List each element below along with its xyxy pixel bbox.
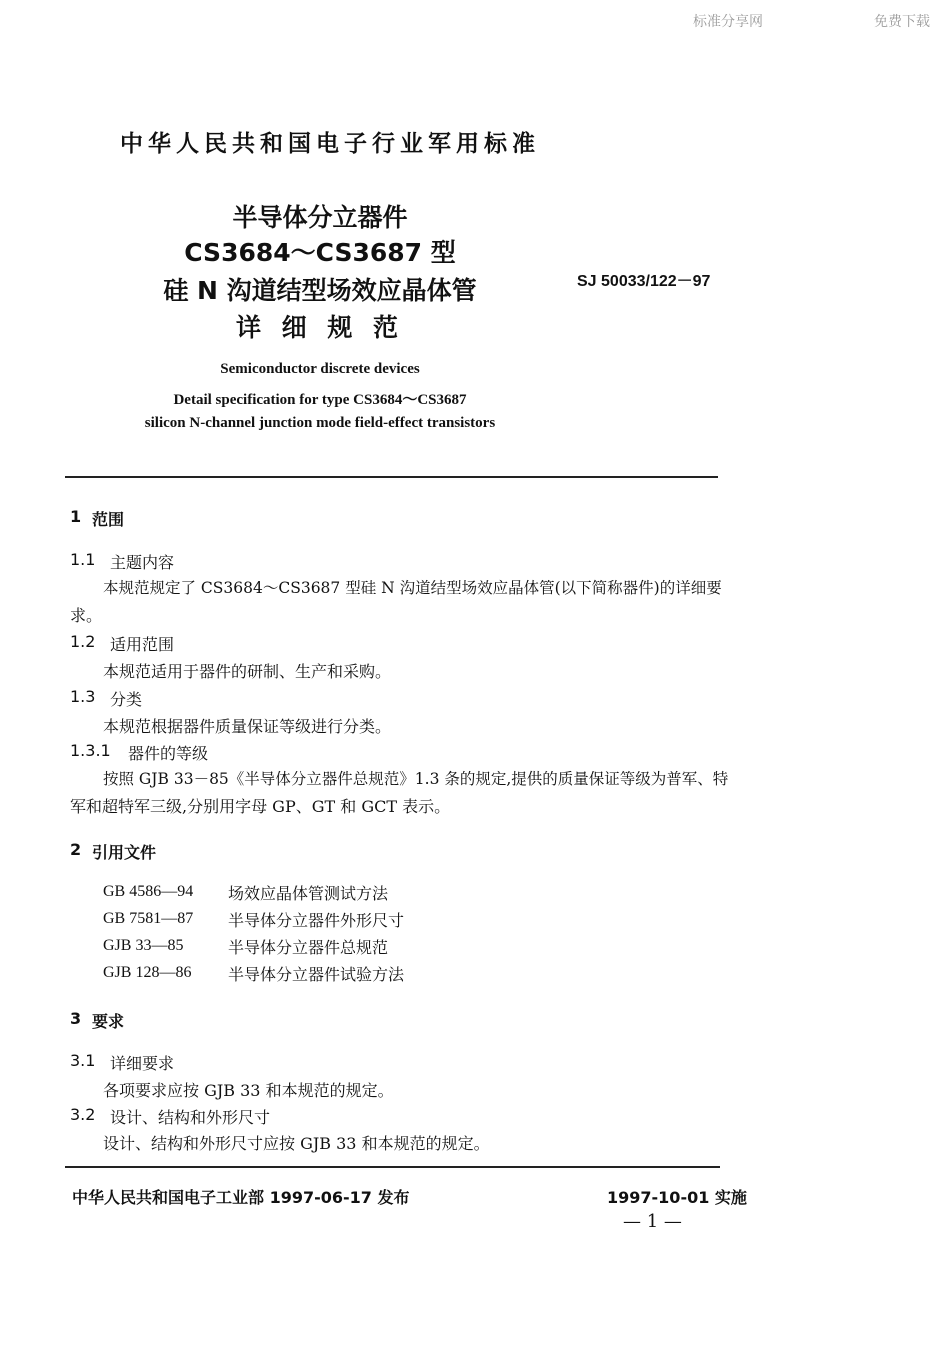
section-3-2-number: 3.2 [70,1105,96,1124]
section-3-2-title: 设计、结构和外形尺寸 [110,1108,271,1127]
reference-code-4: GJB 128—86 [103,964,192,981]
section-1-2-text: 本规范适用于器件的研制、生产和采购。 [103,662,392,681]
standard-type-heading: 中华人民共和国电子行业军用标准 [120,131,540,157]
section-1-number: 1 [70,507,82,526]
title-line-3: 硅 N 沟道结型场效应晶体管 [163,276,477,305]
title-line-1: 半导体分立器件 [232,203,408,232]
reference-name-1: 场效应晶体管测试方法 [228,884,389,903]
section-1-3-1-title: 器件的等级 [128,744,209,763]
reference-name-2: 半导体分立器件外形尺寸 [228,911,405,930]
section-3-number: 3 [70,1009,82,1028]
title-line-4: 详 细 规 范 [235,313,405,342]
reference-code-3: GJB 33—85 [103,937,184,954]
section-3-1-number: 3.1 [70,1051,96,1070]
section-1-2-number: 1.2 [70,632,96,651]
section-1-2-title: 适用范围 [110,635,175,654]
english-title-line-2: Detail specification for type CS3684～CS3687 [173,392,467,408]
issued-date: 中华人民共和国电子工业部 1997-06-17 发布 [72,1188,410,1207]
footer-divider [65,1166,720,1168]
reference-code-1: GB 4586—94 [103,883,194,900]
title-line-2: CS3684～CS3687 型 [184,238,456,267]
header-divider [65,476,718,478]
section-1-3-1-number: 1.3.1 [70,741,111,760]
reference-name-3: 半导体分立器件总规范 [228,938,389,957]
section-1-3-1-text-line-1: 按照 GJB 33－85《半导体分立器件总规范》1.3 条的规定,提供的质量保证等级为普军、特 [103,770,729,788]
section-1-3-title: 分类 [110,690,143,709]
section-1-1-text-line-1: 本规范规定了 CS3684～CS3687 型硅 N 沟道结型场效应晶体管(以下简称器件)的详细要 [103,579,722,597]
section-3-1-text: 各项要求应按 GJB 33 和本规范的规定。 [103,1081,394,1100]
section-1-1-number: 1.1 [70,550,96,569]
section-1-1-text-line-2: 求。 [70,606,103,625]
english-title-line-3: silicon N-channel junction mode field-effect transistors [144,415,496,431]
section-2-number: 2 [70,840,82,859]
section-3-2-text: 设计、结构和外形尺寸应按 GJB 33 和本规范的规定。 [103,1134,490,1153]
section-1-3-number: 1.3 [70,687,96,706]
section-1-3-1-text-line-2: 军和超特军三级,分别用字母 GP、GT 和 GCT 表示。 [70,797,451,816]
section-3-title: 要求 [92,1012,125,1031]
reference-name-4: 半导体分立器件试验方法 [228,965,405,984]
english-title-line-1: Semiconductor discrete devices [220,361,420,377]
section-1-1-title: 主题内容 [110,553,175,572]
section-1-title: 范围 [92,510,125,529]
section-1-3-text: 本规范根据器件质量保证等级进行分类。 [103,717,392,736]
standard-number: SJ 50033/122－97 [577,273,711,290]
section-2-title: 引用文件 [92,843,157,862]
implementation-date: 1997-10-01 实施 [607,1188,747,1207]
watermark-download: 免费下载 [874,14,930,30]
page-number: — 1 — [623,1211,682,1232]
section-3-1-title: 详细要求 [110,1054,175,1073]
watermark-site: 标准分享网 [693,14,763,30]
reference-code-2: GB 7581—87 [103,910,194,927]
